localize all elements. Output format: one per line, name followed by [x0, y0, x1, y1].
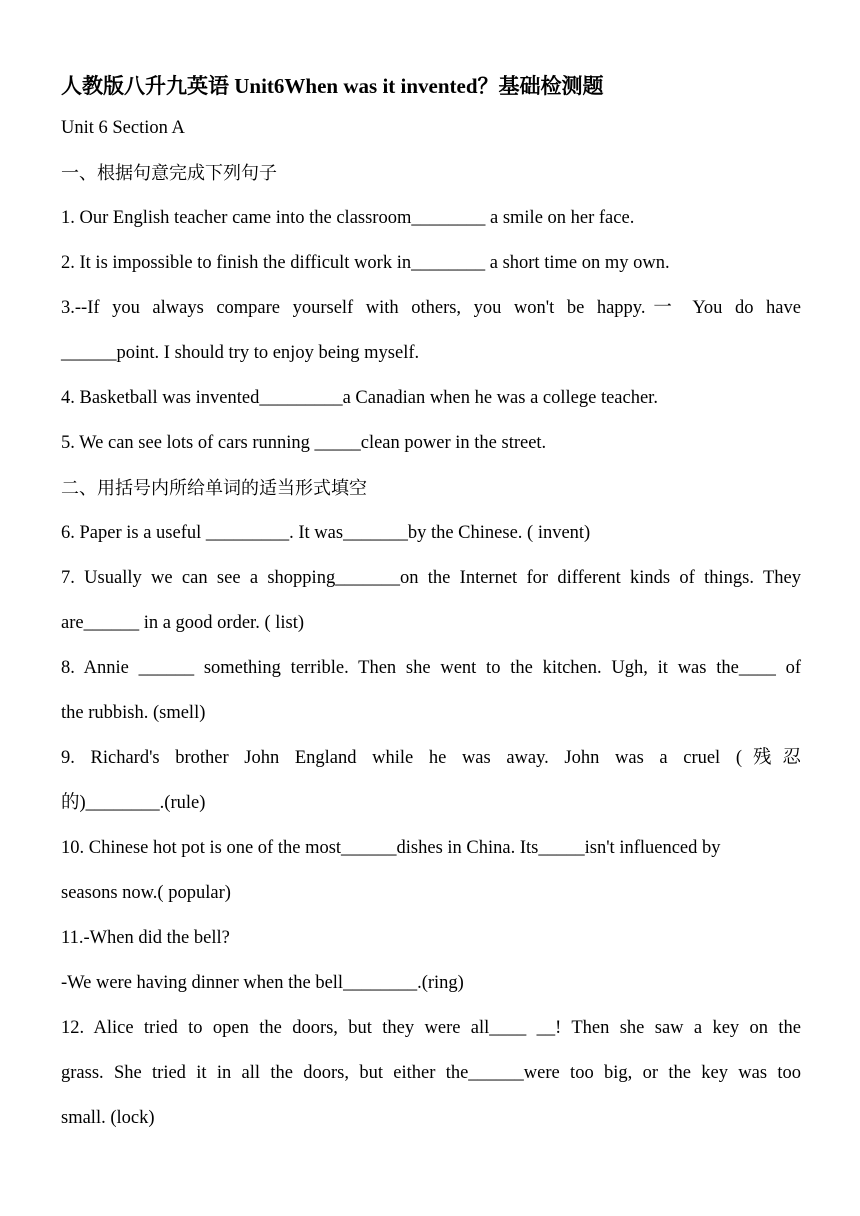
question-line: 5. We can see lots of cars running _____clean power in the street.	[61, 433, 547, 453]
question-line: 11.-When did the bell?	[61, 928, 230, 948]
question-line: 的)________.(rule)	[61, 793, 206, 813]
question-line: 1. Our English teacher came into the classroom________ a smile on her face.	[61, 208, 635, 228]
document-title: 人教版八升九英语 Unit6When was it invented？基础检测题	[61, 74, 604, 98]
question-line: 10. Chinese hot pot is one of the most______dishes in China. Its_____isn't influenced by	[61, 838, 721, 858]
question-line: 8. Annie ______ something terrible. Then she went to the kitchen. Ugh, it was the____ of	[61, 658, 801, 678]
question-line: ______point. I should try to enjoy being myself.	[61, 343, 420, 363]
question-line: 3.--If you always compare yourself with others, you won't be happy.一 You do have	[61, 298, 801, 318]
question-line: 9. Richard's brother John England while he was away. John was a cruel (残忍	[61, 748, 801, 768]
question-line: small. (lock)	[61, 1108, 155, 1128]
question-line: 6. Paper is a useful _________. It was_______by the Chinese. ( invent)	[61, 523, 591, 543]
section-heading: 二、用括号内所给单词的适当形式填空	[61, 478, 367, 499]
section-heading: 一、根据句意完成下列句子	[61, 163, 277, 184]
question-line: the rubbish. (smell)	[61, 703, 206, 723]
question-line: 4. Basketball was invented_________a Canadian when he was a college teacher.	[61, 388, 658, 408]
question-line: seasons now.( popular)	[61, 883, 231, 903]
document-subtitle: Unit 6 Section A	[61, 118, 185, 138]
question-line: 7. Usually we can see a shopping_______on the Internet for different kinds of things. They	[61, 568, 801, 588]
question-line: 12. Alice tried to open the doors, but they were all____ __! Then she saw a key on the	[61, 1018, 801, 1038]
question-line: grass. She tried it in all the doors, but either the______were too big, or the key was too	[61, 1063, 801, 1083]
question-line: are______ in a good order. ( list)	[61, 613, 305, 633]
question-line: -We were having dinner when the bell________.(ring)	[61, 973, 464, 993]
worksheet-page	[61, 66, 801, 1141]
question-line: 2. It is impossible to finish the difficult work in________ a short time on my own.	[61, 253, 670, 273]
